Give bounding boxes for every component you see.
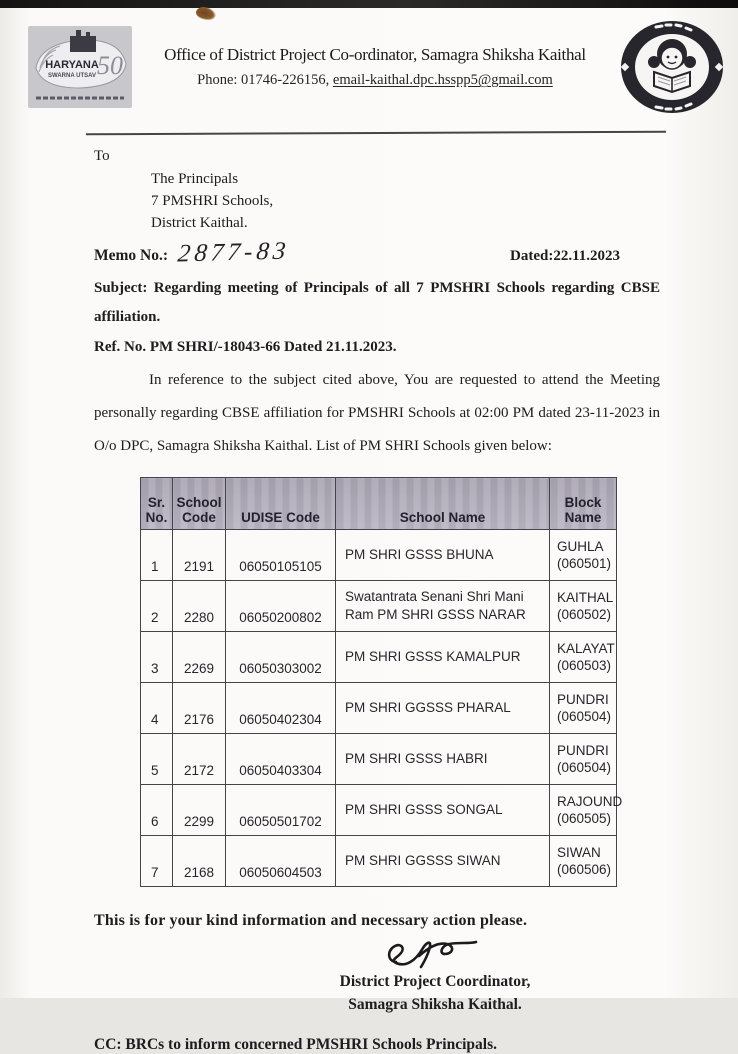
- cell-school-name: PM SHRI GSSS HABRI: [336, 734, 550, 785]
- header-block-name: Block Name: [550, 478, 617, 530]
- recipient-line: District Kaithal.: [151, 215, 248, 231]
- office-title: Office of District Project Co-ordinator, Samagra Shiksha Kaithal: [164, 45, 586, 64]
- cell-block-name: [550, 632, 617, 683]
- table-row: [141, 683, 617, 734]
- logo-badge-50: 50: [97, 51, 123, 80]
- cell-school-name: Swatantrata Senani Shri Mani Ram PM SHRI GSSS NARAR: [336, 581, 550, 632]
- table-header-row: [141, 478, 617, 530]
- cell-udise-code: 06050501702: [226, 785, 336, 836]
- block-name: KALAYAT: [557, 641, 615, 656]
- logo-text-swarna-utsav: SWARNA UTSAV: [48, 73, 96, 79]
- to-label: To: [94, 148, 110, 164]
- letterhead-text: [142, 45, 608, 89]
- cell-sr-no: 5: [141, 734, 173, 785]
- block-name: PUNDRI: [557, 692, 609, 707]
- table-row: [141, 530, 617, 581]
- haryana-swarna-utsav-logo-icon: [26, 24, 134, 110]
- cc-line: CC: BRCs to inform concerned PMSHRI Schools Principals.: [94, 1036, 497, 1053]
- cell-udise-code: 06050105105: [226, 530, 336, 581]
- cell-udise-code: 06050200802: [226, 581, 336, 632]
- cell-udise-code: 06050403304: [226, 734, 336, 785]
- cell-school-code: 2168: [173, 836, 226, 887]
- logo-text-haryana: HARYANA: [45, 59, 99, 71]
- subject-line: Subject: Regarding meeting of Principals of all 7 PMSHRI Schools regarding CBSE affiliation.: [94, 280, 660, 325]
- block-code: (060502): [557, 607, 612, 622]
- header-school-code: School Code: [173, 478, 226, 530]
- scan-edge-bar: [0, 0, 738, 8]
- phone-text: Phone: 01746-226156,: [197, 72, 333, 88]
- cell-udise-code: 06050604503: [226, 836, 336, 887]
- table-row: [141, 581, 617, 632]
- block-code: (060504): [557, 709, 612, 724]
- cell-udise-code: 06050402304: [226, 683, 336, 734]
- recipient-line: 7 PMSHRI Schools,: [151, 193, 274, 209]
- block-name: KAITHAL: [557, 590, 614, 605]
- beti-bachao-beti-padhao-logo-icon: [616, 18, 728, 116]
- cell-school-name: PM SHRI GSSS SONGAL: [336, 785, 550, 836]
- block-name: RAJOUND: [557, 794, 623, 809]
- reference-line: Ref. No. PM SHRI/-18043-66 Dated 21.11.2023.: [94, 339, 397, 355]
- body-paragraph: In reference to the subject cited above, You are requested to attend the Meeting personally regarding CBSE affiliation for PMSHRI Schools at 02:00 PM dated 23-11-2023 in O/o DPC, Samagra Shiksha Kaithal. List of PM SHRI Schools given below:: [94, 372, 660, 454]
- email-text: email-kaithal.dpc.hsspp5@gmail.com: [332, 72, 553, 88]
- table-row: [141, 734, 617, 785]
- cell-school-name: PM SHRI GSSS KAMALPUR: [336, 632, 550, 683]
- cell-block-name: [550, 581, 617, 632]
- block-name: GUHLA: [557, 539, 604, 554]
- cell-block-name: [550, 785, 623, 836]
- cell-school-name: PM SHRI GGSSS PHARAL: [336, 683, 550, 734]
- cell-sr-no: 4: [141, 683, 173, 734]
- block-name: SIWAN: [557, 845, 601, 860]
- cell-block-name: [550, 683, 617, 734]
- signatory-title: District Project Coordinator,: [339, 973, 531, 990]
- table-row: [141, 836, 617, 887]
- memo-row: [94, 239, 660, 267]
- cell-sr-no: 2: [141, 581, 173, 632]
- block-code: (060506): [557, 862, 612, 877]
- table-row: [141, 785, 617, 836]
- cell-sr-no: 6: [141, 785, 173, 836]
- table-row: [141, 632, 617, 683]
- header-sr-no: Sr. No.: [141, 478, 173, 530]
- pm-shri-schools-table: [140, 477, 623, 887]
- cell-block-name: [550, 734, 617, 785]
- block-code: (060503): [557, 658, 612, 673]
- block-code: (060505): [557, 811, 612, 826]
- cell-school-code: 2299: [173, 785, 226, 836]
- cell-school-name: PM SHRI GSSS BHUNA: [336, 530, 550, 581]
- cell-school-code: 2269: [173, 632, 226, 683]
- block-code: (060504): [557, 760, 612, 775]
- cell-school-code: 2176: [173, 683, 226, 734]
- memo-number-handwritten: 2877-83: [176, 237, 291, 268]
- recipient-line: The Principals: [151, 171, 239, 187]
- cell-school-code: 2280: [173, 581, 226, 632]
- phone-email-line: [142, 72, 608, 89]
- cell-school-code: 2191: [173, 530, 226, 581]
- header-udise-code: UDISE Code: [226, 478, 336, 530]
- header-school-name: School Name: [336, 478, 550, 530]
- closing-line: This is for your kind information and necessary action please.: [94, 912, 528, 929]
- signature-icon: [380, 934, 490, 974]
- signatory-office: Samagra Shiksha Kaithal.: [348, 996, 522, 1013]
- memo-label: Memo No.:: [94, 247, 169, 264]
- letter-body: [0, 134, 738, 1054]
- recipient-block: [151, 168, 660, 234]
- block-name: PUNDRI: [557, 743, 609, 758]
- cell-sr-no: 7: [141, 836, 173, 887]
- block-code: (060501): [557, 556, 612, 571]
- cell-school-code: 2172: [173, 734, 226, 785]
- cell-block-name: [550, 530, 617, 581]
- cell-sr-no: 3: [141, 632, 173, 683]
- cell-udise-code: 06050303002: [226, 632, 336, 683]
- letterhead: [0, 0, 738, 116]
- cell-sr-no: 1: [141, 530, 173, 581]
- signature-block: [310, 934, 560, 1016]
- dated-text: Dated:22.11.2023: [510, 248, 620, 264]
- cell-school-name: PM SHRI GGSSS SIWAN: [336, 836, 550, 887]
- cell-block-name: [550, 836, 617, 887]
